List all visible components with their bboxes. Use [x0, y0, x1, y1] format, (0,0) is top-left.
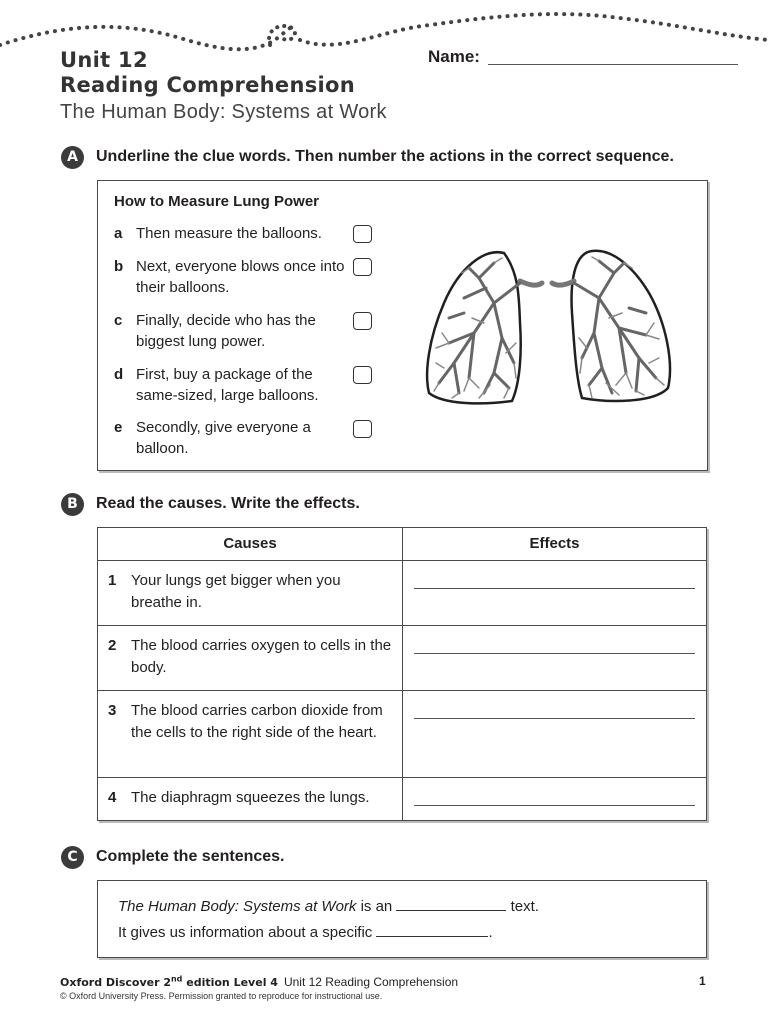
effect-cell[interactable]: [403, 691, 707, 778]
section-a-instruction: Underline the clue words. Then number the actions in the correct sequence.: [96, 148, 674, 165]
item-text: Secondly, give everyone a balloon.: [136, 419, 311, 457]
item-text: First, buy a package of the same-sized, large balloons.: [136, 366, 319, 404]
item-letter: c: [114, 312, 123, 329]
answer-blank-1[interactable]: [396, 897, 506, 911]
table-row: [98, 778, 707, 821]
cause-cell: [98, 778, 403, 821]
sequence-checkbox-e[interactable]: [353, 420, 372, 438]
cause-effect-table: [97, 527, 707, 821]
sequence-box-title: How to Measure Lung Power: [114, 193, 320, 210]
sentence-2: [118, 923, 493, 941]
item-letter: d: [114, 366, 124, 383]
section-c-instruction: Complete the sentences.: [96, 848, 285, 865]
effect-answer-line[interactable]: [414, 718, 695, 719]
sequence-item-d: [114, 364, 374, 408]
footer: [60, 974, 458, 989]
sequence-checkbox-d[interactable]: [353, 366, 372, 384]
item-letter: a: [114, 225, 123, 242]
effects-header: Effects: [403, 528, 707, 561]
cause-text: The diaphragm squeezes the lungs.: [131, 789, 370, 806]
page-subtitle: The Human Body: Systems at Work: [60, 101, 387, 123]
sequence-checkbox-b[interactable]: [353, 258, 372, 276]
table-header-row: [98, 528, 707, 561]
item-text: Next, everyone blows once into their balloons.: [136, 258, 345, 296]
effect-cell[interactable]: [403, 561, 707, 626]
name-field[interactable]: [488, 64, 738, 65]
name-label: Name:: [428, 47, 480, 66]
sequence-box: [97, 180, 708, 471]
item-letter: b: [114, 258, 124, 275]
cause-text: The blood carries carbon dioxide from the cells to the right side of the heart.: [131, 702, 383, 741]
sequence-item-a: [114, 223, 374, 245]
row-number: 4: [108, 789, 117, 806]
table-row: [98, 691, 707, 778]
table-row: [98, 626, 707, 691]
cause-cell: [98, 626, 403, 691]
section-b-instruction: Read the causes. Write the effects.: [96, 495, 360, 512]
sentence-text: is an: [356, 898, 397, 915]
effect-answer-line[interactable]: [414, 805, 695, 806]
answer-blank-2[interactable]: [376, 923, 488, 937]
unit-title: Unit 12: [60, 48, 148, 72]
section-c-badge: C: [61, 846, 84, 869]
sequence-item-b: [114, 256, 374, 300]
lungs-illustration: [424, 243, 676, 409]
section-b-badge: B: [61, 493, 84, 516]
sentence-box: [97, 880, 707, 958]
effect-cell[interactable]: [403, 778, 707, 821]
sentence-text: .: [488, 924, 493, 941]
sentence-1: [118, 897, 539, 915]
page-number: 1: [699, 974, 706, 988]
copyright-notice: © Oxford University Press. Permission granted to reproduce for instructional use.: [60, 991, 383, 1001]
item-letter: e: [114, 419, 123, 436]
page-title: Reading Comprehension: [60, 73, 355, 97]
footer-unit-text: Unit 12 Reading Comprehension: [283, 974, 459, 989]
cause-cell: [98, 561, 403, 626]
sequence-item-e: [114, 417, 374, 461]
table-row: [98, 561, 707, 626]
causes-header: Causes: [98, 528, 403, 561]
row-number: 3: [108, 702, 117, 719]
item-text: Then measure the balloons.: [136, 225, 322, 242]
sequence-checkbox-c[interactable]: [353, 312, 372, 330]
item-text: Finally, decide who has the biggest lung power.: [136, 312, 316, 350]
cause-cell: [98, 691, 403, 778]
sentence-text: It gives us information about a specific: [118, 924, 377, 941]
section-a-badge: A: [61, 146, 84, 169]
sequence-item-c: [114, 310, 374, 354]
cause-text: The blood carries oxygen to cells in the body.: [131, 637, 392, 676]
effect-answer-line[interactable]: [414, 588, 695, 589]
sentence-text: text.: [506, 898, 539, 915]
row-number: 2: [108, 637, 117, 654]
effect-answer-line[interactable]: [414, 653, 695, 654]
footer-brand: Oxford Discover 2nd edition Level 4: [60, 974, 278, 989]
row-number: 1: [108, 572, 117, 589]
book-title-text: The Human Body: Systems at Work: [118, 898, 357, 915]
effect-cell[interactable]: [403, 626, 707, 691]
sequence-checkbox-a[interactable]: [353, 225, 372, 243]
cause-text: Your lungs get bigger when you breathe in.: [131, 572, 341, 611]
